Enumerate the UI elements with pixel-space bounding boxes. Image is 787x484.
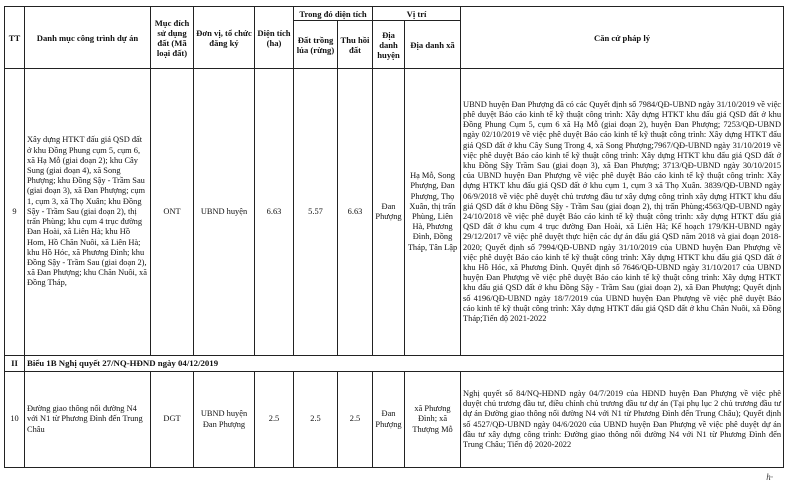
rice-land-value: 5.57 <box>294 69 338 356</box>
document-page <box>4 6 783 468</box>
rice-land-value: 2.5 <box>294 372 338 468</box>
land-code: DGT <box>151 372 194 468</box>
header-land-recovery: Thu hồi đất <box>338 21 373 69</box>
project-name: Xây dựng HTKT đấu giá QSD đất ở khu Đồng Phung cụm 5, cụm 6, xã Hạ Mỗ (giai đoạn 2); khu Cây Sung (giai đoạn 4), xã Song Phượng; khu Đồng Sậy - Trầm Sau (giai đoạn 3), xã Đan Phượng; cụm 1, cụm 3, xã Thọ Xuân; khu Đồng Sậy - Trầm Sau (giai đoạn 2), thị trấn Phùng; khu cụm 4 trục đường Đan Hoài, xã Liên Hà; khu Hồ Hom, Hồ Chăn Nuôi, xã Liên Hà; khu Hồ Hóc, xã Phương Đình; khu Đồng Sậy - Trầm Sau (giai đoạn 2), xã Đan Phượng; khu Chăn Nuôi, xã Đồng Tháp, <box>25 69 151 356</box>
recovery-value: 2.5 <box>338 372 373 468</box>
header-rice-land: Đất trồng lúa (rừng) <box>294 21 338 69</box>
header-location: Vị trí <box>373 7 461 21</box>
land-use-table <box>4 6 784 468</box>
table-row <box>5 372 784 468</box>
row-number: 10 <box>5 372 25 468</box>
legal-basis-text: Nghị quyết số 84/NQ-HĐND ngày 04/7/2019 của HĐND huyện Đan Phượng về việc phê duyệt chủ trương đầu tư, điều chỉnh chủ trương đầu tư dự án (Tại phụ lục 2 chủ trương đầu tư dự án Đường giao thông nối đường N4 với N1 từ Phương Đình đến Trung Châu); Quyết định số 4527/QĐ-UBND ngày 04/6/2020 của UBND huyện Đan Phượng về việc phê duyệt dự án đầu tư xây dựng công trình: Đường giao thông nối đường N4 với N1 từ Phương Đình đến Trung Châu; Tiến độ 2020-2022 <box>461 372 784 468</box>
district-name: Đan Phượng <box>373 69 405 356</box>
header-land-purpose: Mục đích sử dụng đất (Mã loại đất) <box>151 7 194 69</box>
header-of-which-area: Trong đó diện tích <box>294 7 373 21</box>
row-number: 9 <box>5 69 25 356</box>
area-value: 6.63 <box>255 69 294 356</box>
commune-names: Hạ Mỗ, Song Phượng, Đan Phượng, Thọ Xuân, thị trấn Phùng, Liên Hà, Phương Đình, Đồng Tháp, Tân Lập <box>405 69 461 356</box>
section-roman: II <box>5 356 25 372</box>
handwritten-mark: h· <box>766 472 773 482</box>
section-label: Biểu 1B Nghị quyết 27/NQ-HĐND ngày 04/12/2019 <box>25 356 784 372</box>
district-name: Đan Phượng <box>373 372 405 468</box>
registering-unit: UBND huyện Đan Phượng <box>194 372 255 468</box>
table-row <box>5 69 784 356</box>
section-row <box>5 356 784 372</box>
project-name: Đường giao thông nối đường N4 với N1 từ Phương Đình đến Trung Châu <box>25 372 151 468</box>
header-project-list: Danh mục công trình dự án <box>25 7 151 69</box>
commune-names: xã Phương Đình; xã Thượng Mỗ <box>405 372 461 468</box>
header-tt: TT <box>5 7 25 69</box>
header-area: Diện tích (ha) <box>255 7 294 69</box>
land-code: ONT <box>151 69 194 356</box>
table-header <box>5 7 784 69</box>
header-district: Địa danh huyện <box>373 21 405 69</box>
header-registering-unit: Đơn vị, tổ chức đăng ký <box>194 7 255 69</box>
header-commune: Địa danh xã <box>405 21 461 69</box>
header-legal-basis: Căn cứ pháp lý <box>461 7 784 69</box>
recovery-value: 6.63 <box>338 69 373 356</box>
area-value: 2.5 <box>255 372 294 468</box>
legal-basis-text: UBND huyện Đan Phượng đã có các Quyết định số 7984/QĐ-UBND ngày 31/10/2019 về việc phê duyệt Báo cáo kinh tế kỹ thuật công trình: Xây dựng HTKT khu đấu giá QSD đất ở khu Đồng Phung Cụm 5, cụm 6 xã Hạ Mỗ (giai đoạn 2), huyện Đan Phượng; 7253/QĐ-UBND ngày 02/10/2019 về việc phê duyệt Báo cáo kinh tế kỹ thuật công trình: Xây dựng HTKT đấu giá QSD đất ở khu Cây Sung Trong 4, xã Song Phượng;7967/QĐ-UBND ngày 31/10/2019 về việc phê duyệt Báo cáo kinh tế kỹ thuật công trình: Xây dựng HTKT khu đấu giá QSD đất ở khu Đồng Sậy Trầm Sau (giai đoạn 3), xã Đan Phượng; 3713/QĐ-UBND ngày 30/10/2015 của UBND huyện Đan Phượng về việc phê duyệt Báo cáo kinh tế kỹ thuật công trình: Xây dựng HTKT khu đấu giá QSD đất ở khu cụm 1, cụm 3 xã Thọ Xuân. 3839/QĐ-UBND ngày 06/9/2018 về việc phê duyệt chủ trương đầu tư xây dựng công trình xây dựng HTKT khu đấu giá QSD đất ở khu Đồng Sậy - Trầm Sau (giai đoạn 2), thị trấn Phùng;4563/QĐ-UBND ngày 24/10/2018 về việc phê duyệt Báo cáo kinh tế kỹ thuật công trình: xây dựng HTKT đấu giá QSD đất ở khu cụm 4 trục đường Đan Hoài, xã Liên Hà; Kế hoạch 179/KH-UBND ngày 29/12/2017 về việc phê duyệt thực hiện các dự án đấu giá QSD năm 2018 và giai đoạn 2018-2020; Quyết định số 7994/QĐ-UBND ngày 31/10/2019 của UBND huyện Đan Phượng về việc phê duyệt Báo cáo kinh tế kỹ thuật công trình: Xây dựng HTKT khu đấu giá QSD đất ở khu Hồ Hóc, xã Phương Đình. Quyết định số 7646/QĐ-UBND ngày 31/10/2017 của UBND huyện Đan Phượng về việc phê duyệt Báo cáo kinh tế kỹ thuật công trình: Xây dựng HTKT khu đấu giá QSD đất ở khu Đồng Sậy - Trầm Sau (giai đoạn 2), xã Đan Phượng; Quyết định số 4196/QĐ-UBND ngày 18/7/2019 của UBND huyện Đan Phượng về việc phê duyệt Báo cáo kinh tế kỹ thuật công trình: Xây dựng HTKT đấu giá QSD đất ở khu Chăn Nuôi, xã Đồng Tháp;Tiến độ 2021-2022 <box>461 69 784 356</box>
registering-unit: UBND huyện <box>194 69 255 356</box>
